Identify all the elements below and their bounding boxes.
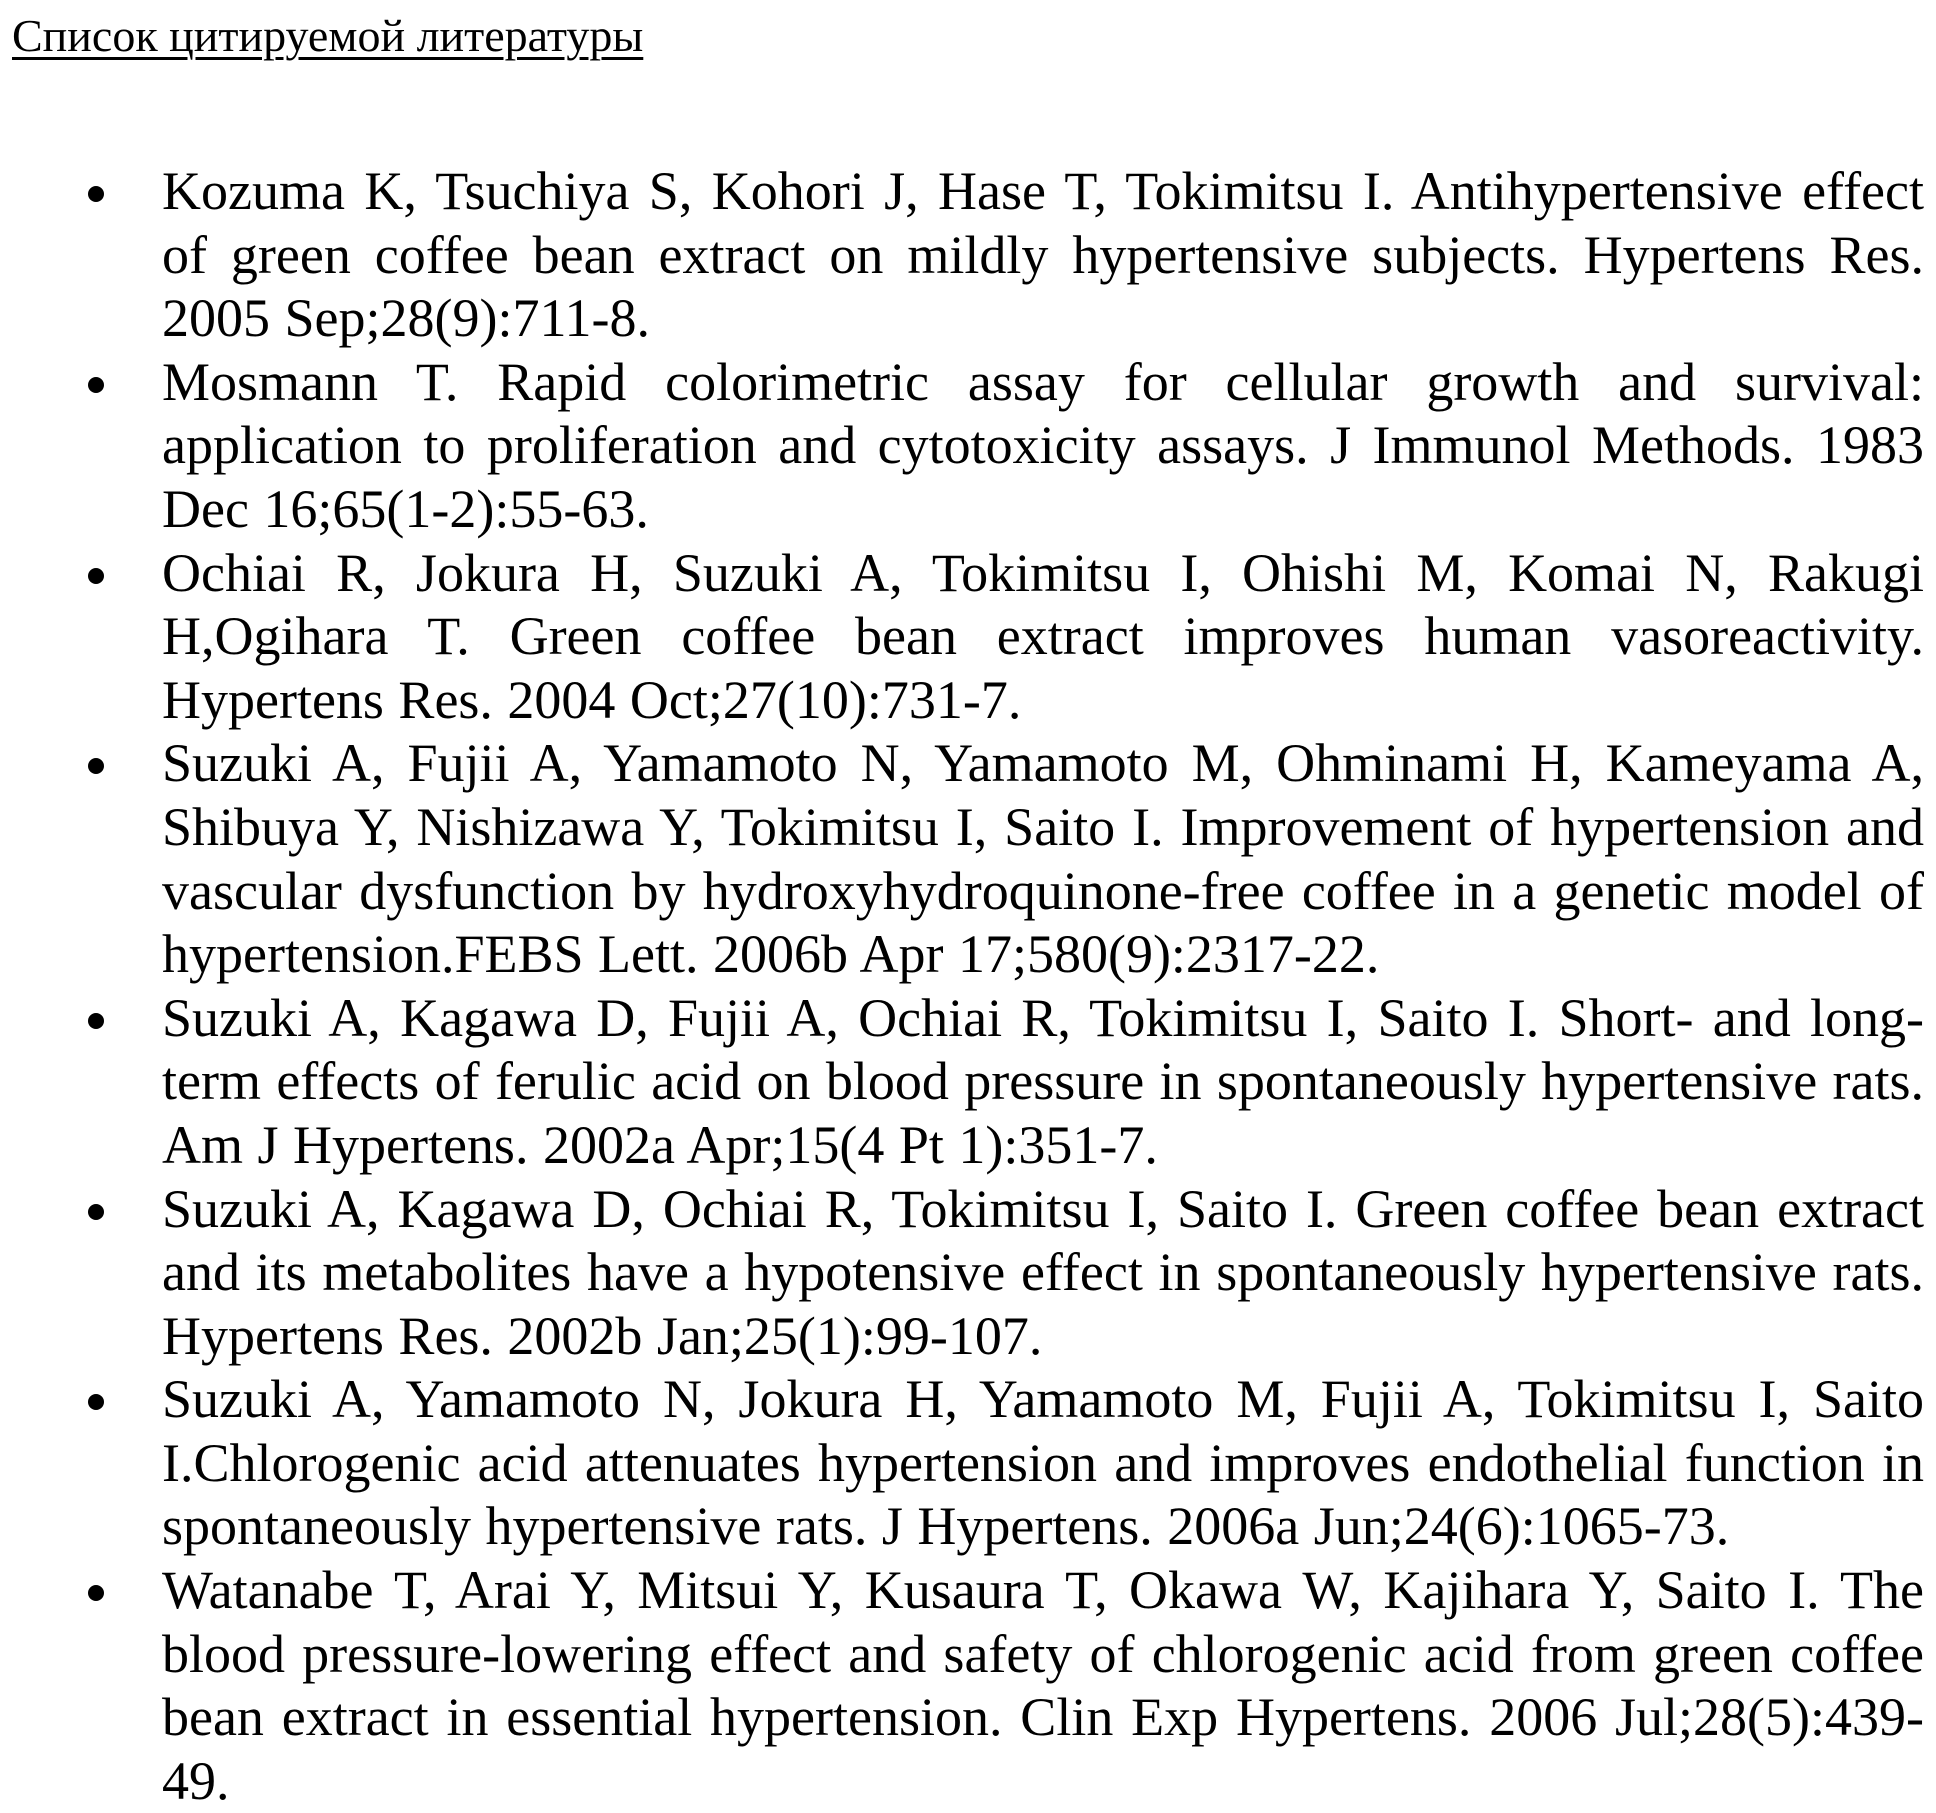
reference-text: Suzuki A, Fujii A, Yamamoto N, Yamamoto M, Ohminami H, Kameyama A, Shibuya Y, Nishizawa Y, Tokimitsu I, Saito I. Improvement of hypertension and vascular dysfunction by hydroxyhydroquinone-free coffee in a genetic model of hypertension.FEBS Lett. 2006b Apr 17;580(9):2317-22. bbox=[162, 733, 1924, 985]
reference-list bbox=[0, 160, 1936, 1813]
bullet-icon bbox=[88, 377, 104, 393]
bullet-icon bbox=[88, 568, 104, 584]
bullet-icon bbox=[88, 1585, 104, 1601]
reference-text: Mosmann T. Rapid colorimetric assay for cellular growth and survival: application to proliferation and cytotoxicity assays. J Immunol Methods. 1983 Dec 16;65(1-2):55-63. bbox=[162, 351, 1924, 539]
reference-text: Suzuki A, Kagawa D, Fujii A, Ochiai R, Tokimitsu I, Saito I. Short- and long-term effects of ferulic acid on blood pressure in spontaneously hypertensive rats. Am J Hypertens. 2002a Apr;15(4 Pt 1):351-7. bbox=[162, 987, 1924, 1175]
page-title: Список цитируемой литературы bbox=[12, 10, 644, 61]
list-item bbox=[0, 542, 1936, 733]
list-item bbox=[0, 732, 1936, 986]
list-item bbox=[0, 160, 1936, 351]
reference-text: Watanabe T, Arai Y, Mitsui Y, Kusaura T, Okawa W, Kajihara Y, Saito I. The blood pressure-lowering effect and safety of chlorogenic acid from green coffee bean extract in essential hypertension. Clin Exp Hypertens. 2006 Jul;28(5):439-49. bbox=[162, 1560, 1924, 1811]
bullet-icon bbox=[88, 758, 104, 774]
bullet-icon bbox=[88, 1204, 104, 1220]
reference-text: Ochiai R, Jokura H, Suzuki A, Tokimitsu I, Ohishi M, Komai N, Rakugi H,Ogihara T. Green coffee bean extract improves human vasoreactivity. Hypertens Res. 2004 Oct;27(10):731-7. bbox=[162, 542, 1924, 730]
list-item bbox=[0, 351, 1936, 542]
bullet-icon bbox=[88, 1013, 104, 1029]
list-item bbox=[0, 987, 1936, 1178]
reference-text: Kozuma K, Tsuchiya S, Kohori J, Hase T, Tokimitsu I. Antihypertensive effect of green coffee bean extract on mildly hypertensive subjects. Hypertens Res. 2005 Sep;28(9):711-8. bbox=[162, 161, 1924, 349]
list-item bbox=[0, 1368, 1936, 1559]
bullet-icon bbox=[88, 186, 104, 202]
list-item bbox=[0, 1178, 1936, 1369]
reference-text: Suzuki A, Kagawa D, Ochiai R, Tokimitsu I, Saito I. Green coffee bean extract and its metabolites have a hypotensive effect in spontaneously hypertensive rats. Hypertens Res. 2002b Jan;25(1):99-107. bbox=[162, 1178, 1924, 1366]
list-item bbox=[0, 1559, 1936, 1813]
reference-text: Suzuki A, Yamamoto N, Jokura H, Yamamoto M, Fujii A, Tokimitsu I, Saito I.Chlorogenic acid attenuates hypertension and improves endothelial function in spontaneously hypertensive rats. J Hypertens. 2006a Jun;24(6):1065-73. bbox=[162, 1369, 1924, 1557]
bullet-icon bbox=[88, 1394, 104, 1410]
